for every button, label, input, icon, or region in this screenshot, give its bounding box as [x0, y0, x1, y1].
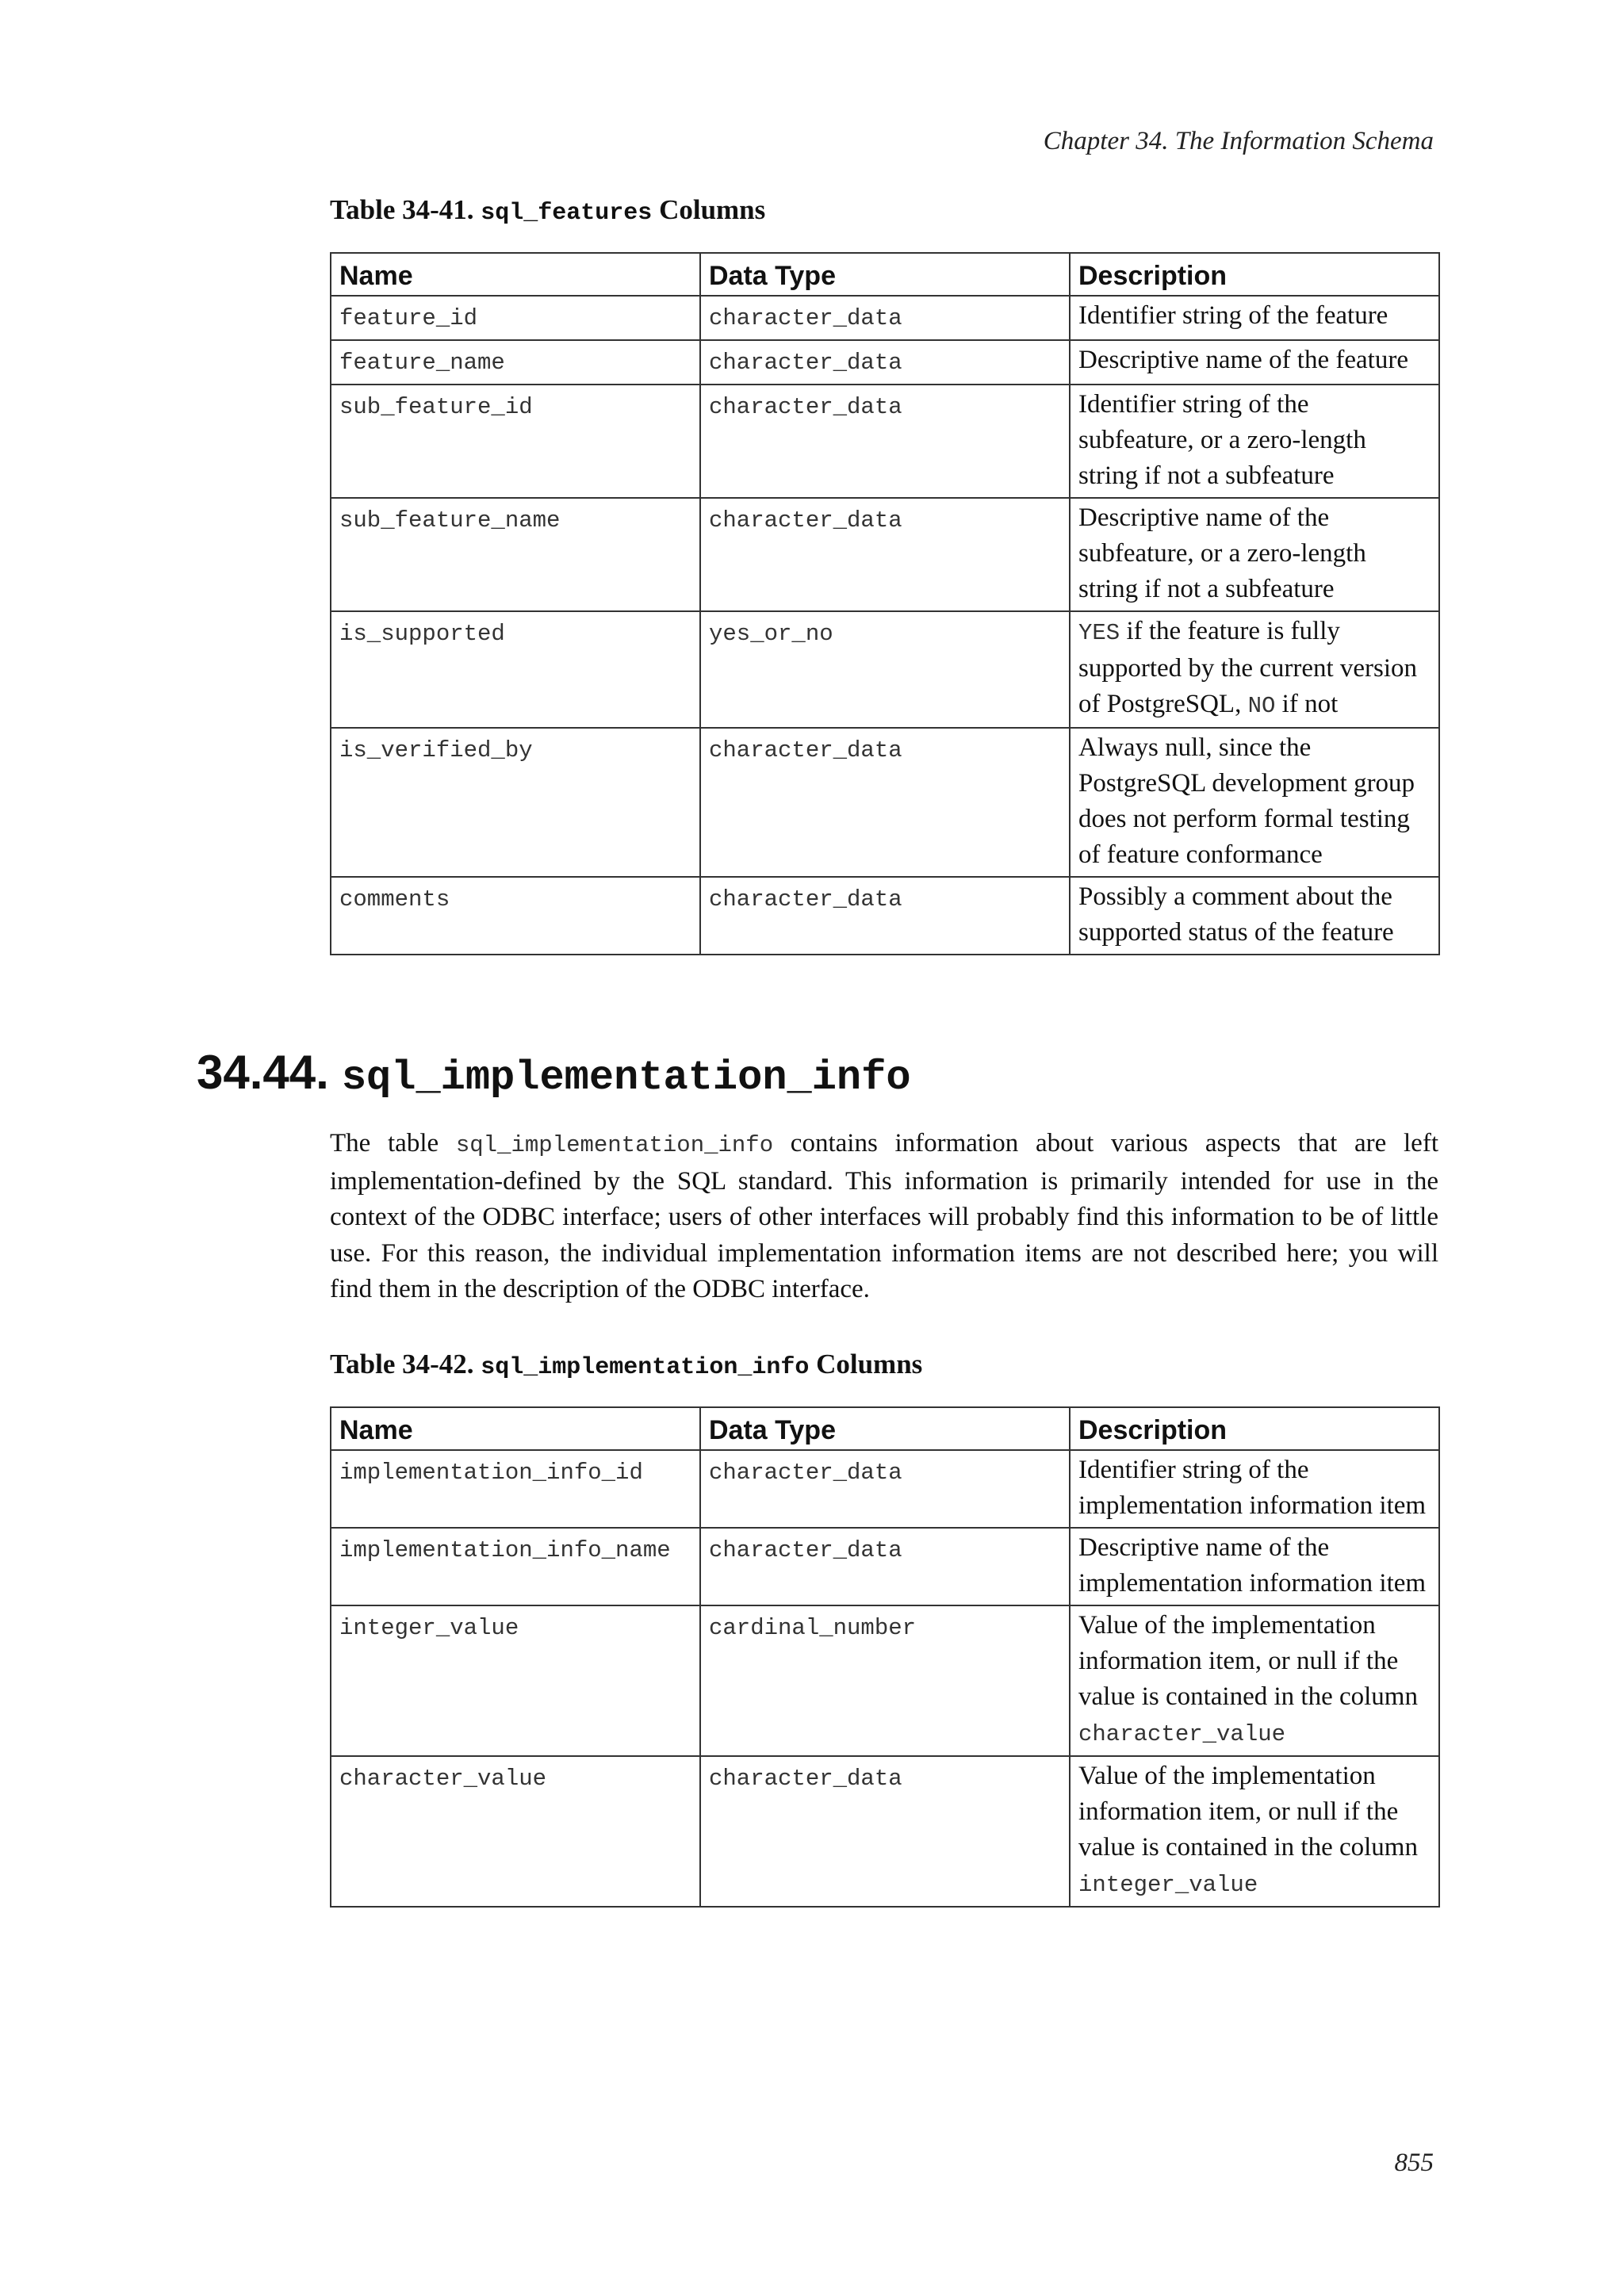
cell-description: Descriptive name of the implementation information item — [1070, 1528, 1439, 1605]
table-row — [331, 296, 1439, 340]
cell-type: character_data — [700, 296, 1070, 340]
cell-name: feature_name — [331, 340, 700, 385]
cell-name: comments — [331, 877, 700, 955]
section-number: 34.44. — [197, 1046, 329, 1099]
table-row — [331, 728, 1439, 877]
header-description: Description — [1070, 253, 1439, 296]
table-row — [331, 611, 1439, 728]
caption-prefix: Table 34-42. — [330, 1349, 474, 1380]
table-row — [331, 877, 1439, 955]
header-name: Name — [331, 253, 700, 296]
table-row — [331, 1528, 1439, 1605]
caption-code: sql_features — [481, 200, 653, 227]
desc-text: Value of the implementation information item, or null if the value is contained in the column — [1078, 1611, 1418, 1711]
cell-type: character_data — [700, 1450, 1070, 1528]
desc-text: Value of the implementation information item, or null if the value is contained in the column — [1078, 1762, 1418, 1862]
cell-description: Identifier string of the subfeature, or a zero-length string if not a subfeature — [1070, 385, 1439, 498]
header-data-type: Data Type — [700, 253, 1070, 296]
running-header: Chapter 34. The Information Schema — [1043, 127, 1434, 155]
cell-name: implementation_info_name — [331, 1528, 700, 1605]
inline-code-column: integer_value — [1078, 1872, 1258, 1898]
section-paragraph — [330, 1126, 1438, 1308]
para-text: contains information about various aspects that are left implementation-defined by the SQL standard. This information is primarily intended for use in the context of the ODBC interface; users of other interfaces will probably find this information to be of little use. For this reason, the individual implementation information items are not described here; you will find them in the description of the ODBC interface. — [330, 1129, 1438, 1303]
table-caption-sql-features — [330, 194, 765, 227]
section-heading — [197, 1045, 911, 1101]
cell-description: Descriptive name of the subfeature, or a zero-length string if not a subfeature — [1070, 498, 1439, 611]
header-description: Description — [1070, 1407, 1439, 1450]
table-row — [331, 1450, 1439, 1528]
table-header-row — [331, 253, 1439, 296]
cell-type: character_data — [700, 385, 1070, 498]
cell-type: character_data — [700, 340, 1070, 385]
table-caption-sql-implementation-info — [330, 1349, 922, 1381]
cell-type: character_data — [700, 877, 1070, 955]
cell-type: character_data — [700, 498, 1070, 611]
cell-type: yes_or_no — [700, 611, 1070, 728]
cell-type: character_data — [700, 1528, 1070, 1605]
para-text: The table — [330, 1129, 456, 1158]
inline-code-yes: YES — [1078, 620, 1120, 646]
cell-description: Always null, since the PostgreSQL development group does not perform formal testing of feature conformance — [1070, 728, 1439, 877]
sql-implementation-info-table — [330, 1406, 1440, 1908]
cell-name: is_verified_by — [331, 728, 700, 877]
cell-name: implementation_info_id — [331, 1450, 700, 1528]
cell-description: Possibly a comment about the supported status of the feature — [1070, 877, 1439, 955]
cell-type: character_data — [700, 1756, 1070, 1907]
cell-name: sub_feature_id — [331, 385, 700, 498]
cell-name: character_value — [331, 1756, 700, 1907]
cell-description — [1070, 611, 1439, 728]
cell-description: Identifier string of the implementation information item — [1070, 1450, 1439, 1528]
table-row — [331, 1605, 1439, 1756]
cell-type: character_data — [700, 728, 1070, 877]
cell-description — [1070, 1756, 1439, 1907]
header-name: Name — [331, 1407, 700, 1450]
page-number: 855 — [1394, 2149, 1434, 2177]
caption-suffix: Columns — [816, 1349, 923, 1380]
caption-prefix: Table 34-41. — [330, 194, 474, 225]
cell-name: feature_id — [331, 296, 700, 340]
table-row — [331, 385, 1439, 498]
sql-features-table — [330, 252, 1440, 955]
inline-code-no: NO — [1247, 693, 1276, 719]
cell-description — [1070, 1605, 1439, 1756]
header-data-type: Data Type — [700, 1407, 1070, 1450]
desc-text: if the feature is fully supported by the current version of PostgreSQL, — [1078, 617, 1418, 718]
cell-name: is_supported — [331, 611, 700, 728]
inline-code-table-name: sql_implementation_info — [455, 1132, 774, 1158]
table-row — [331, 498, 1439, 611]
desc-text: if not — [1275, 690, 1339, 718]
caption-suffix: Columns — [659, 194, 766, 225]
inline-code-column: character_value — [1078, 1721, 1286, 1747]
table-row — [331, 340, 1439, 385]
cell-description: Descriptive name of the feature — [1070, 340, 1439, 385]
cell-type: cardinal_number — [700, 1605, 1070, 1756]
caption-code: sql_implementation_info — [481, 1354, 810, 1381]
section-title: sql_implementation_info — [341, 1054, 911, 1101]
cell-name: integer_value — [331, 1605, 700, 1756]
cell-name: sub_feature_name — [331, 498, 700, 611]
table-header-row — [331, 1407, 1439, 1450]
cell-description: Identifier string of the feature — [1070, 296, 1439, 340]
table-row — [331, 1756, 1439, 1907]
